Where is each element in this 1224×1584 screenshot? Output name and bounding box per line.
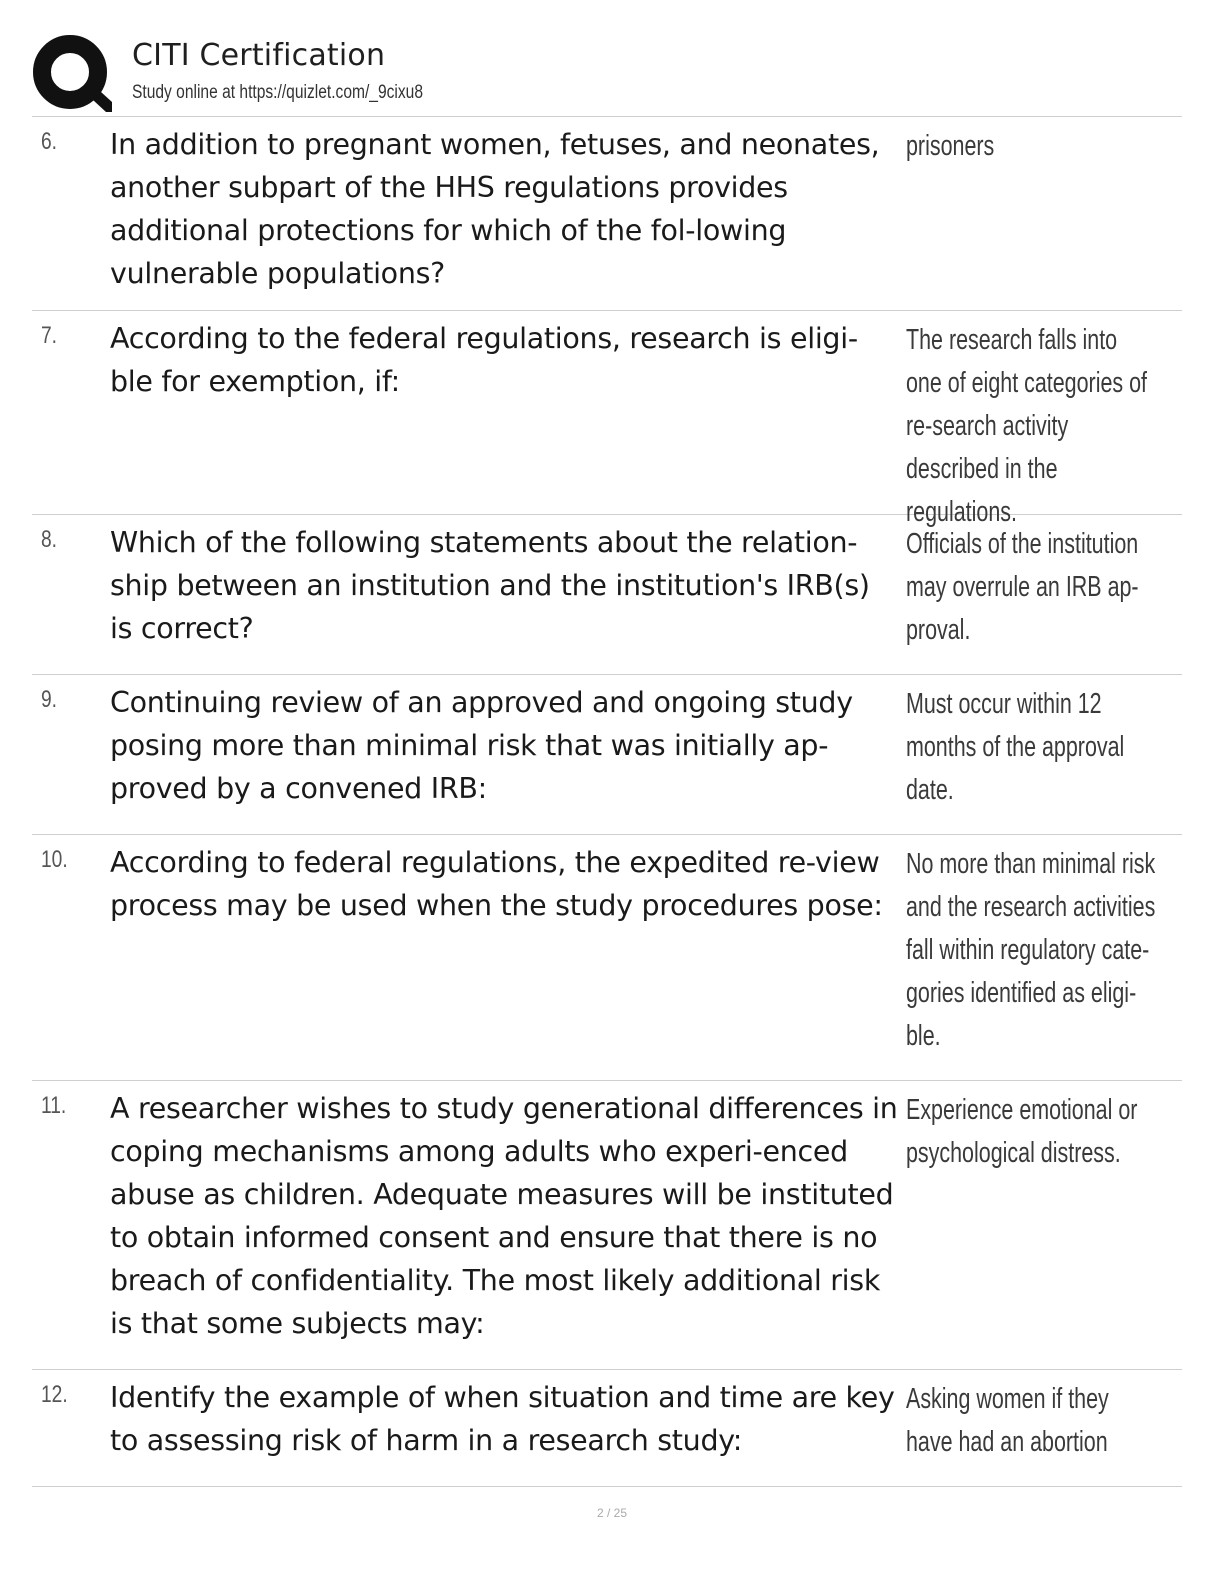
card-answer: Officials of the institution may overrule an IRB ap-proval. xyxy=(906,528,1139,646)
page-title: CITI Certification xyxy=(132,38,386,73)
card-question: Continuing review of an approved and ongoing study posing more than minimal risk that was initially ap-proved by a convened IRB: xyxy=(110,686,853,805)
card-row xyxy=(32,835,1182,1081)
page-number: 2 / 25 xyxy=(596,1506,628,1520)
card-answer: No more than minimal risk and the research activities fall within regulatory cate-gories identified as eligi-ble. xyxy=(906,848,1156,1052)
card-answer: Asking women if they have had an abortion xyxy=(906,1383,1109,1458)
card-answer: Must occur within 12 months of the approval date. xyxy=(906,688,1125,806)
card-row xyxy=(32,515,1182,675)
card-question: According to the federal regulations, research is eligi-ble for exemption, if: xyxy=(110,322,858,398)
card-answer: prisoners xyxy=(906,130,995,162)
card-answer: The research falls into one of eight categories of re-search activity described in the regulations. xyxy=(906,324,1147,528)
card-answer: Experience emotional or psychological distress. xyxy=(906,1094,1138,1169)
card-number: 10. xyxy=(41,846,68,873)
card-row xyxy=(32,117,1182,311)
card-question: In addition to pregnant women, fetuses, and neonates, another subpart of the HHS regulations provides additional protections for which of the fol-lowing vulnerable populations? xyxy=(110,128,880,290)
card-question: A researcher wishes to study generational differences in coping mechanisms among adults who experi-enced abuse as children. Adequate measures will be instituted to obtain informed consent and ensure that there is no breach of confidentiality. The most likely additional risk is that some subjects may: xyxy=(110,1092,898,1340)
page-header xyxy=(32,30,1192,116)
flashcard-list xyxy=(32,116,1182,1487)
card-number: 11. xyxy=(41,1092,67,1119)
study-link[interactable]: Study online at https://quizlet.com/_9cixu8 xyxy=(132,82,423,103)
card-number: 8. xyxy=(41,526,58,553)
card-row xyxy=(32,1370,1182,1487)
card-row xyxy=(32,1081,1182,1370)
card-number: 12. xyxy=(41,1381,68,1408)
card-number: 9. xyxy=(41,686,58,713)
card-question: Identify the example of when situation and time are key to assessing risk of harm in a research study: xyxy=(110,1381,895,1457)
card-question: According to federal regulations, the expedited re-view process may be used when the study procedures pose: xyxy=(110,846,883,922)
quizlet-logo-icon xyxy=(32,34,112,114)
card-row xyxy=(32,311,1182,528)
card-question: Which of the following statements about the relation-ship between an institution and the institution's IRB(s) is correct? xyxy=(110,526,870,645)
card-row xyxy=(32,675,1182,835)
card-number: 7. xyxy=(41,322,58,349)
card-number: 6. xyxy=(41,128,58,155)
